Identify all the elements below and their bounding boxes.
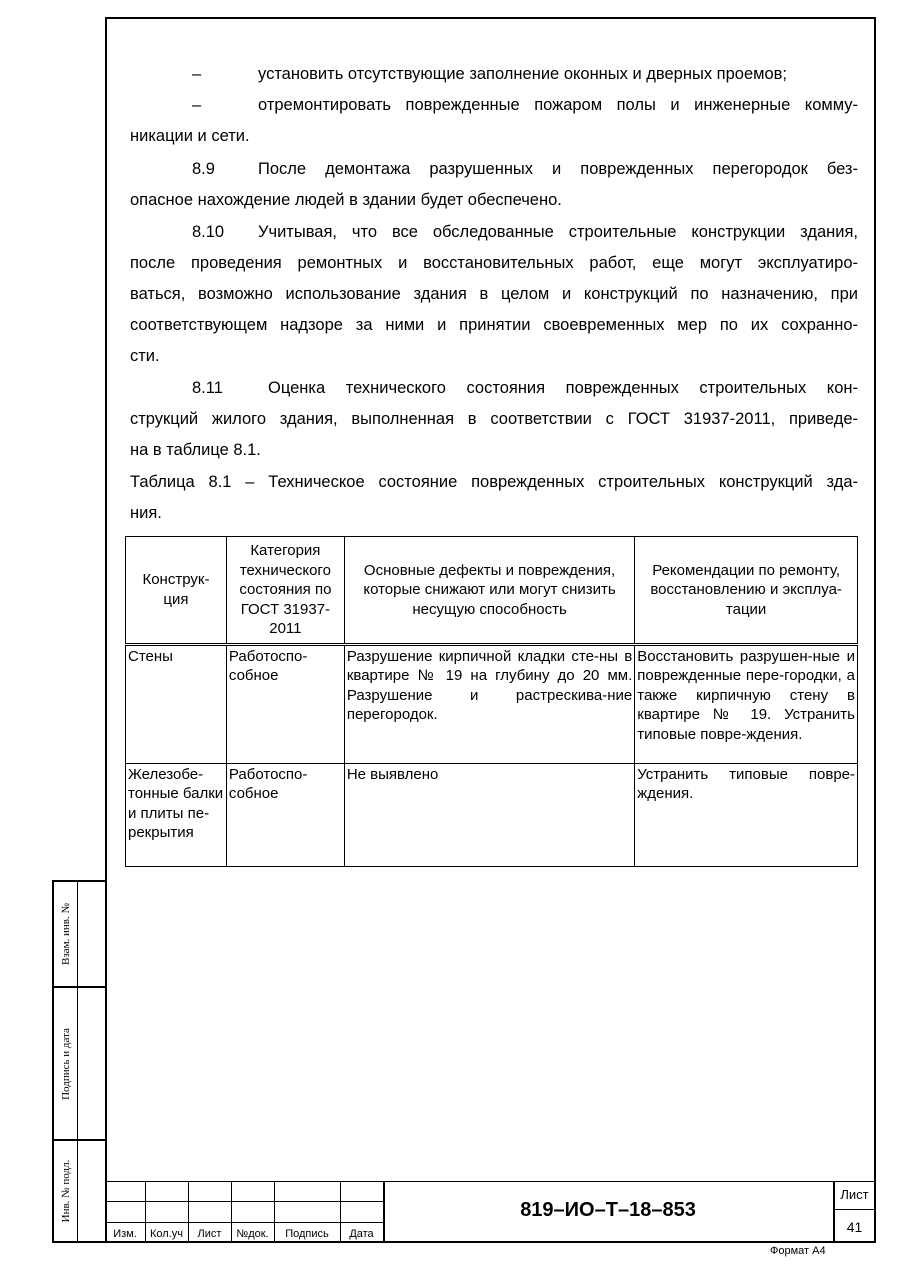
side-label <box>54 882 78 986</box>
stamp-podpis: Подпись <box>285 1228 329 1240</box>
text-line: отремонтировать поврежденные пожаром полы и инженерные комму- <box>258 96 858 114</box>
cell-recommendations: Восстановить разрушен-ные и поврежденные пере-городки, а также кирпичную стену в квартире № 19. Устранить типовые повре-ждения. <box>635 644 858 763</box>
side-stamp-inv <box>52 1139 105 1243</box>
text-line: сти. <box>130 347 160 365</box>
cell-category: Работоспо-собное <box>226 644 344 763</box>
header-category: Категория технического состояния по ГОСТ 31937-2011 <box>226 537 344 645</box>
side-stamp-vzam <box>52 880 105 988</box>
paper-format: Формат А4 <box>770 1245 826 1257</box>
header-construction: Конструк- ция <box>126 537 227 645</box>
paragraph-8-11 <box>130 373 858 466</box>
paragraph-number: 8.11 <box>192 379 223 397</box>
table-header-row <box>126 537 858 645</box>
table-8-1 <box>125 536 858 867</box>
text-line: установить отсутствующие заполнение оконных и дверных проемов; <box>258 65 787 83</box>
paragraph-number: 8.10 <box>192 223 225 241</box>
text-line: после проведения ремонтных и восстановительных работ, еще могут эксплуатиро- <box>130 254 858 272</box>
paragraph-8-9 <box>130 154 858 216</box>
stamp-kol: Кол.уч <box>150 1228 183 1240</box>
side-stamp-podpis <box>52 986 105 1141</box>
header-defects: Основные дефекты и повреждения, которые снижают или могут снизить несущую способность <box>344 537 634 645</box>
stamp-row-line <box>105 1222 383 1223</box>
side-label <box>54 1141 78 1241</box>
side-label <box>54 988 78 1139</box>
text-line: соответствующем надзоре за ними и принятии своевременных мер по их сохранно- <box>130 316 858 334</box>
paragraph-number: 8.9 <box>192 160 215 178</box>
dash: – <box>192 65 202 83</box>
sheet-label: Лист <box>840 1187 869 1202</box>
list-item-1 <box>130 59 858 90</box>
stamp-ndok: №док. <box>236 1228 269 1240</box>
stamp-row-line <box>833 1209 876 1210</box>
cell-defects: Разрушение кирпичной кладки сте-ны в квартире № 19 на глубину до 20 мм. Разрушение и растрескива-ние перегородок. <box>344 644 634 763</box>
list-item-2 <box>130 90 858 152</box>
side-label-text: Взам. инв. № <box>59 903 72 965</box>
cell-category: Работоспо-собное <box>226 763 344 866</box>
text-line: Таблица 8.1 – Техническое состояние поврежденных строительных конструкций зда- <box>130 473 858 491</box>
paragraph-8-10 <box>130 217 858 372</box>
text-line: никации и сети. <box>130 127 250 145</box>
text-line: опасное нахождение людей в здании будет обеспечено. <box>130 191 562 209</box>
table-caption <box>130 467 858 529</box>
text-line: на в таблице 8.1. <box>130 441 261 459</box>
text-line: струкций жилого здания, выполненная в соответствии с ГОСТ 31937-2011, приведе- <box>130 410 858 428</box>
table-row <box>126 763 858 866</box>
title-block <box>105 1181 876 1243</box>
cell-construction: Железобе-тонные балки и плиты пе-рекрытия <box>126 763 227 866</box>
text-line: Оценка технического состояния поврежденных строительных кон- <box>268 379 858 397</box>
header-recommendations: Рекомендации по ремонту, восстановлению и эксплуа-тации <box>635 537 858 645</box>
side-label-text: Подпись и дата <box>59 1027 72 1100</box>
text-line: ния. <box>130 504 162 522</box>
text-line: ваться, возможно использование здания в целом и конструкций по назначению, при <box>130 285 858 303</box>
stamp-list: Лист <box>197 1228 222 1240</box>
text-line: Учитывая, что все обследованные строительные конструкции здания, <box>258 223 858 241</box>
dash: – <box>192 96 202 114</box>
cell-recommendations: Устранить типовые повре-ждения. <box>635 763 858 866</box>
side-label-text: Инв. № подл. <box>59 1159 72 1223</box>
cell-construction: Стены <box>126 644 227 763</box>
document-code: 819–ИО–Т–18–853 <box>520 1199 696 1221</box>
table-row <box>126 644 858 763</box>
stamp-data: Дата <box>349 1228 374 1240</box>
stamp-border-top <box>105 1181 876 1182</box>
text-line: После демонтажа разрушенных и поврежденных перегородок без- <box>258 160 858 178</box>
stamp-izm: Изм. <box>113 1228 137 1240</box>
sheet-number: 41 <box>846 1219 863 1235</box>
stamp-row-line <box>105 1201 383 1202</box>
cell-defects: Не выявлено <box>344 763 634 866</box>
